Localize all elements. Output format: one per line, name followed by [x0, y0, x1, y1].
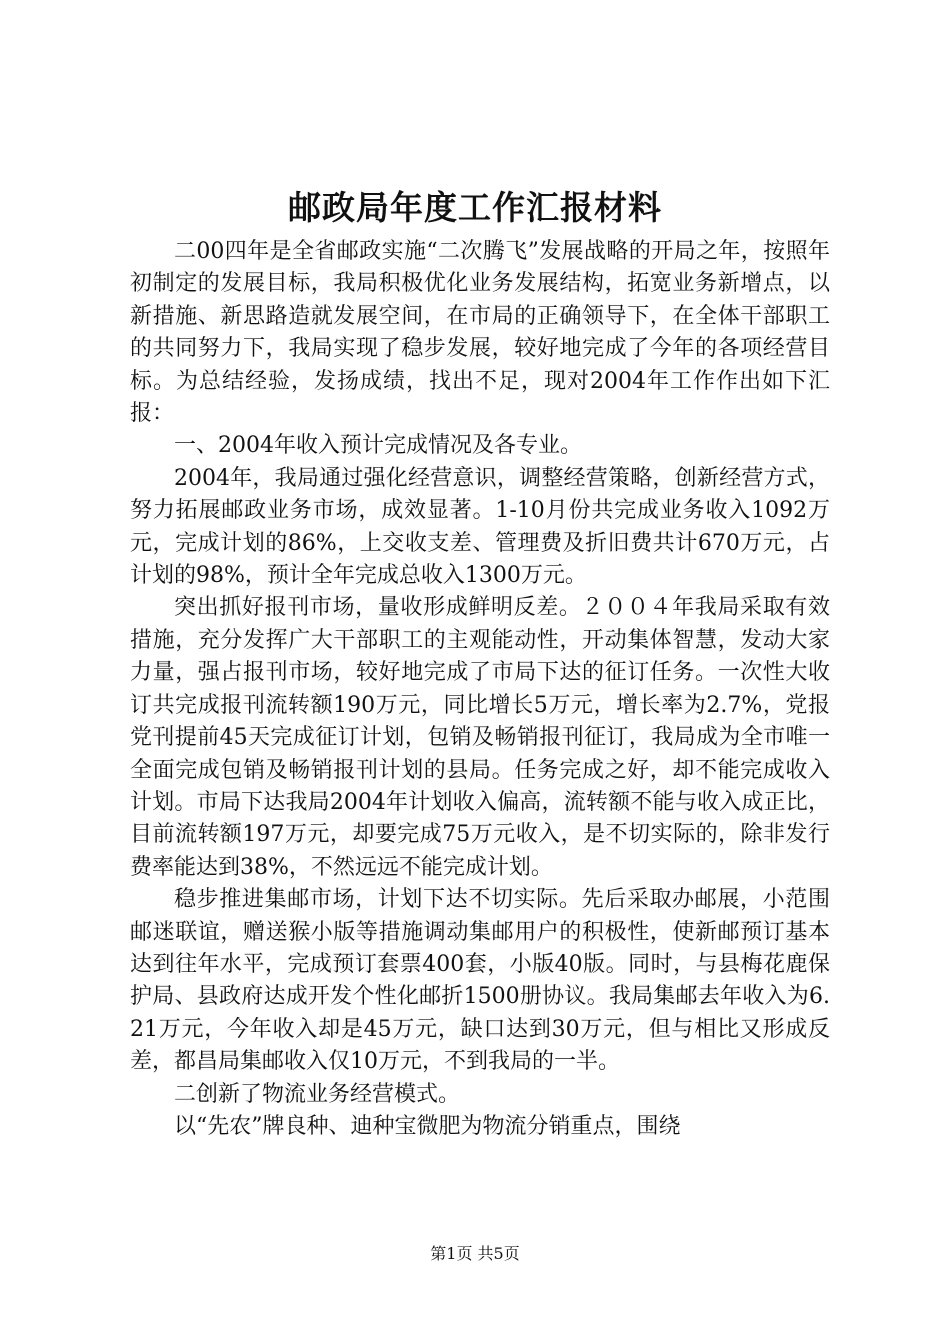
document-title: 邮政局年度工作汇报材料: [288, 188, 662, 227]
section-heading-logistics: 二创新了物流业务经营模式。: [174, 1081, 461, 1107]
section-heading-income: 一、2004年收入预计完成情况及各专业。: [174, 433, 582, 459]
paragraph-newspaper-market: 突出抓好报刊市场，量收形成鲜明反差。２００４年我局采取有效措施，充分发挥广大干部职工的主观能动性，开动集体智慧，发动大家力量，强占报刊市场，较好地完成了市局下达的征订任务。一次性大收订共完成报刊流转额190万元，同比增长5万元，增长率为2.7%，党报党刊提前45天完成征订计划，包销及畅销报刊征订，我局成为全市唯一全面完成包销及畅销报刊计划的县局。任务完成之好，却不能完成收入计划。市局下达我局2004年计划收入偏高，流转额不能与收入成正比，目前流转额197万元，却要完成75万元收入，是不切实际的，除非发行费率能达到38%，不然远远不能完成计划。: [130, 595, 830, 880]
document-body: [130, 236, 830, 1143]
paragraph-intro: 二00四年是全省邮政实施“二次腾飞”发展战略的开局之年，按照年初制定的发展目标，我局积极优化业务发展结构，拓宽业务新增点，以新措施、新思路造就发展空间，在市局的正确领导下，在全体干部职工的共同努力下，我局实现了稳步发展，较好地完成了今年的各项经营目标。为总结经验，发扬成绩，找出不足，现对2004年工作作出如下汇报：: [130, 239, 830, 427]
paragraph-philately-market: 稳步推进集邮市场，计划下达不切实际。先后采取办邮展，小范围邮迷联谊，赠送猴小版等措施调动集邮用户的积极性，使新邮预订基本达到往年水平，完成预订套票400套，小版40版。同时，与县梅花鹿保护局、县政府达成开发个性化邮折1500册协议。我局集邮去年收入为6.21万元，今年收入却是45万元，缺口达到30万元，但与相比又形成反差，都昌局集邮收入仅10万元，不到我局的一半。: [130, 887, 830, 1075]
page-footer: 第1页 共5页: [430, 1244, 520, 1263]
paragraph-logistics: 以“先农”牌良种、迪种宝微肥为物流分销重点，围绕: [174, 1113, 681, 1139]
paragraph-income-summary: 2004年，我局通过强化经营意识，调整经营策略，创新经营方式，努力拓展邮政业务市场，成效显著。1-10月份共完成业务收入1092万元，完成计划的86%，上交收支差、管理费及折旧费共计670万元，占计划的98%，预计全年完成总收入1300万元。: [130, 465, 830, 589]
